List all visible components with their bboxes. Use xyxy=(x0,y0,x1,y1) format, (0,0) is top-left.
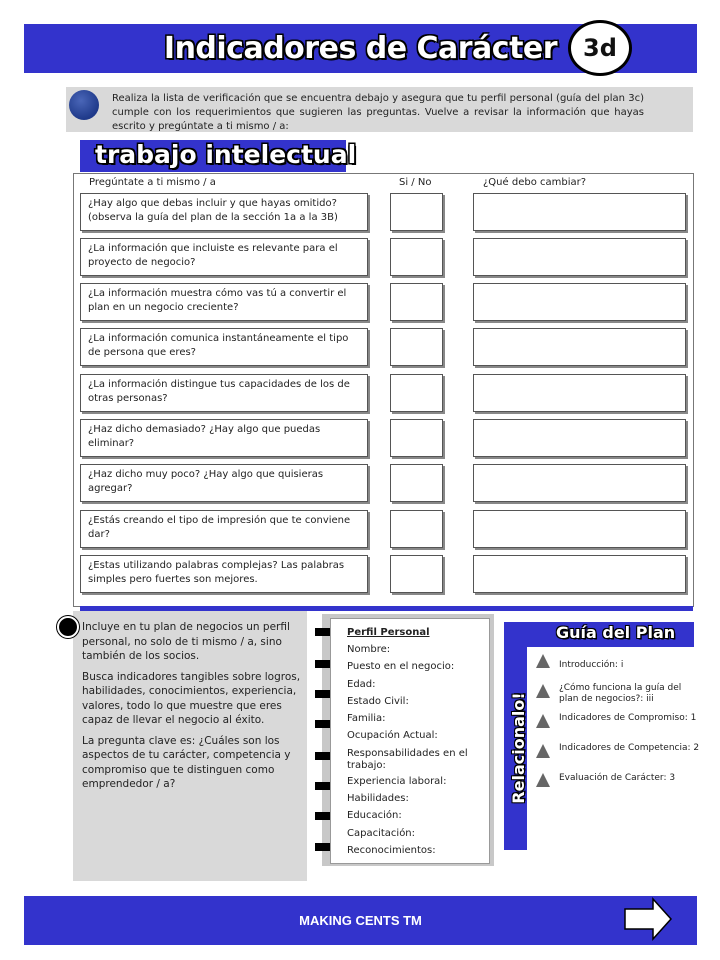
change-field-9[interactable] xyxy=(473,555,686,593)
question-1: ¿Hay algo que debas incluir y que hayas omitido? (observa la guía del plan de la sección 1a a la 3B) xyxy=(80,193,368,231)
change-field-4[interactable] xyxy=(473,328,686,366)
column-header-yesno: Si / No xyxy=(399,177,432,188)
question-4: ¿La información comunica instantáneamente el tipo de persona que eres? xyxy=(80,328,368,366)
change-field-8[interactable] xyxy=(473,510,686,548)
change-field-3[interactable] xyxy=(473,283,686,321)
bullet-circle-icon xyxy=(57,616,79,638)
section-title: trabajo intelectual xyxy=(95,140,357,169)
profile-field: Educación: xyxy=(347,810,402,821)
question-3: ¿La información muestra cómo vas tú a convertir el plan en un negocio creciente? xyxy=(80,283,368,321)
bullet-circle-icon xyxy=(69,90,99,120)
change-field-5[interactable] xyxy=(473,374,686,412)
notes-paragraph-1: Incluye en tu plan de negocios un perfil personal, no solo de ti mismo / a, sino también de los socios. xyxy=(82,621,290,662)
profile-field: Edad: xyxy=(347,679,376,690)
yesno-field-3[interactable] xyxy=(390,283,443,321)
profile-field: Puesto en el negocio: xyxy=(347,661,455,672)
yesno-field-6[interactable] xyxy=(390,419,443,457)
profile-field: Reconocimientos: xyxy=(347,845,436,856)
question-5: ¿La información distingue tus capacidades de los de otras personas? xyxy=(80,374,368,412)
notes-paragraph-2: Busca indicadores tangibles sobre logros, habilidades, conocimientos, experiencia, valores, todo lo que muestre que eres capaz de llevar el negocio al éxito. xyxy=(82,670,301,726)
binder-ring-icon xyxy=(315,628,330,636)
yesno-field-8[interactable] xyxy=(390,510,443,548)
binder-ring-icon xyxy=(315,812,330,820)
column-header-question: Pregúntate a ti mismo / a xyxy=(89,177,216,188)
change-field-1[interactable] xyxy=(473,193,686,231)
column-header-change: ¿Qué debo cambiar? xyxy=(483,177,587,188)
footer-text: MAKING CENTS TM xyxy=(299,913,422,928)
binder-ring-icon xyxy=(315,843,330,851)
plan-guide-item[interactable]: Evaluación de Carácter: 3 xyxy=(559,773,676,783)
profile-field: Familia: xyxy=(347,713,386,724)
change-field-6[interactable] xyxy=(473,419,686,457)
yesno-field-5[interactable] xyxy=(390,374,443,412)
question-6: ¿Haz dicho demasiado? ¿Hay algo que puedas eliminar? xyxy=(80,419,368,457)
profile-field: Nombre: xyxy=(347,644,391,655)
binder-ring-icon xyxy=(315,720,330,728)
profile-field: Habilidades: xyxy=(347,793,409,804)
section-badge: 3d xyxy=(568,20,632,76)
profile-field: Estado Civil: xyxy=(347,696,409,707)
question-7: ¿Haz dicho muy poco? ¿Hay algo que quisieras agregar? xyxy=(80,464,368,502)
page-title: Indicadores de Carácter xyxy=(163,31,558,66)
yesno-field-1[interactable] xyxy=(390,193,443,231)
triangle-bullet-icon xyxy=(536,744,550,758)
question-2: ¿La información que incluiste es relevante para el proyecto de negocio? xyxy=(80,238,368,276)
plan-guide-item[interactable]: ¿Cómo funciona la guía del plan de negocios?: iii xyxy=(559,683,682,704)
change-field-7[interactable] xyxy=(473,464,686,502)
plan-guide-item[interactable]: Indicadores de Competencia: 2 xyxy=(559,743,700,753)
plan-guide-item[interactable]: Indicadores de Compromiso: 1 xyxy=(559,713,697,723)
yesno-field-7[interactable] xyxy=(390,464,443,502)
binder-ring-icon xyxy=(315,690,330,698)
triangle-bullet-icon xyxy=(536,714,550,728)
notes-paragraph-3: La pregunta clave es: ¿Cuáles son los aspectos de tu carácter, competencia y compromiso que te distinguen como emprendedor / a? xyxy=(82,734,291,790)
question-9: ¿Estas utilizando palabras complejas? Las palabras simples pero fuertes son mejores. xyxy=(80,555,368,593)
yesno-field-4[interactable] xyxy=(390,328,443,366)
profile-field: Capacitación: xyxy=(347,828,416,839)
triangle-bullet-icon xyxy=(536,654,550,668)
relate-label: Relacionalo! xyxy=(509,692,528,804)
profile-field: Responsabilidades en el trabajo: xyxy=(347,748,468,771)
plan-guide-item[interactable]: Introducción: i xyxy=(559,660,624,670)
binder-ring-icon xyxy=(315,660,330,668)
question-8: ¿Estás creando el tipo de impresión que te conviene dar? xyxy=(80,510,368,548)
intro-text: Realiza la lista de verificación que se encuentra debajo y asegura que tu perfil personal (guía del plan 3c) cumple con los requerimientos que sugieren las preguntas. Vuelve a revisar la información que hayas escrito y pregúntate a ti mismo / a: xyxy=(112,93,644,132)
next-arrow-icon[interactable] xyxy=(623,897,673,941)
triangle-bullet-icon xyxy=(536,773,550,787)
plan-guide-title: Guía del Plan xyxy=(556,623,676,642)
profile-field: Ocupación Actual: xyxy=(347,730,438,741)
binder-ring-icon xyxy=(315,782,330,790)
change-field-2[interactable] xyxy=(473,238,686,276)
binder-ring-icon xyxy=(315,752,330,760)
triangle-bullet-icon xyxy=(536,684,550,698)
profile-field: Experiencia laboral: xyxy=(347,776,447,787)
notes-text xyxy=(82,620,304,798)
profile-title: Perfil Personal xyxy=(347,627,430,638)
yesno-field-2[interactable] xyxy=(390,238,443,276)
yesno-field-9[interactable] xyxy=(390,555,443,593)
